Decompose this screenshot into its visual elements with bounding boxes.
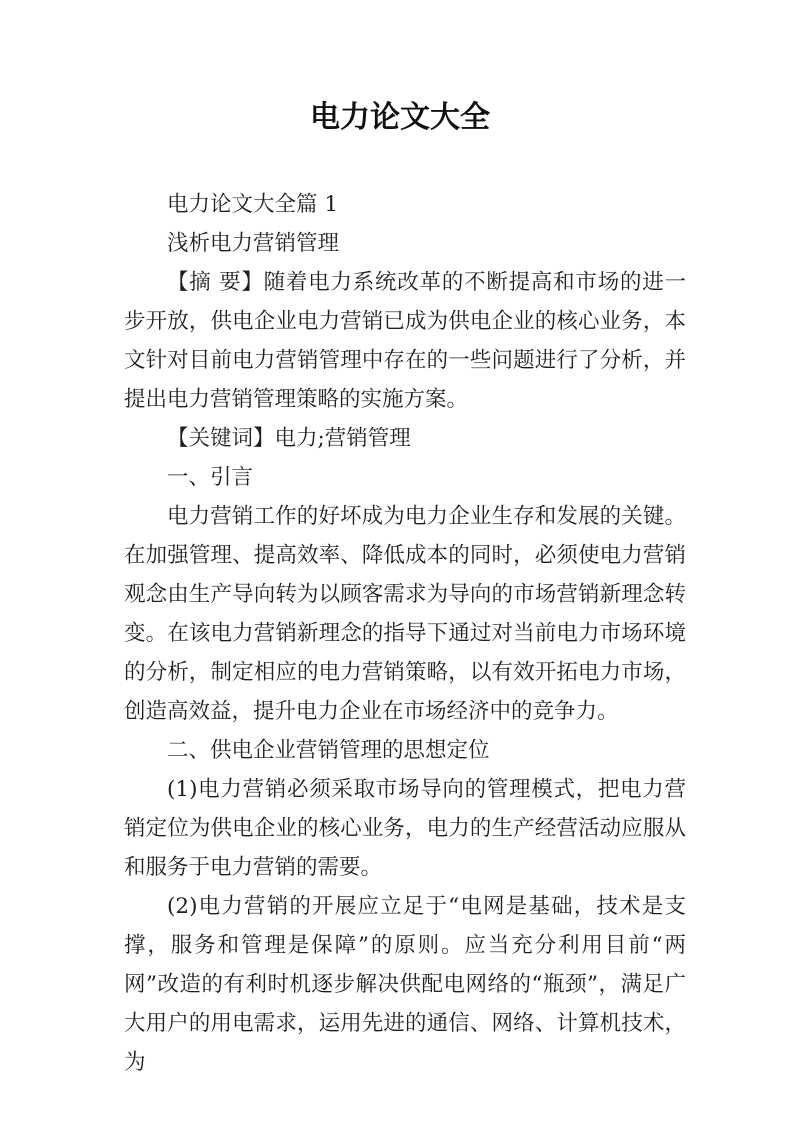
- body-paragraph: (1)电力营销必须采取市场导向的管理模式，把电力营销定位为供电企业的核心业务，电力的生产经营活动应服从和服务于电力营销的需要。: [124, 777, 686, 880]
- section-heading-introduction: 一、引言: [167, 465, 254, 490]
- article-heading-label: 电力论文大全篇 1: [167, 192, 339, 217]
- section-heading-positioning: 二、供电企业营销管理的思想定位: [167, 738, 490, 763]
- introduction-paragraph: 电力营销工作的好坏成为电力企业生存和发展的关键。在加强管理、提高效率、降低成本的同时，必须使电力营销观念由生产导向转为以顾客需求为导向的市场营销新理念转变。在该电力营销新理念的指导下通过对当前电力市场环境的分析，制定相应的电力营销策略，以有效开拓电力市场，创造高效益，提升电力企业在市场经济中的竞争力。: [124, 504, 686, 724]
- body-paragraph: (2)电力营销的开展应立足于“电网是基础，技术是支撑，服务和管理是保障”的原则。应当充分利用目前“两网”改造的有利时机逐步解决供配电网络的“瓶颈”，满足广大用户的用电需求，运用先进的通信、网络、计算机技术，为: [124, 894, 686, 1075]
- keywords-paragraph: 【关键词】电力;营销管理: [167, 426, 411, 451]
- abstract-paragraph: 【摘 要】随着电力系统改革的不断提高和市场的进一步开放，供电企业电力营销已成为供电企业的核心业务，本文针对目前电力营销管理中存在的一些问题进行了分析，并提出电力营销管理策略的实施方案。: [124, 270, 686, 412]
- document-title: 电力论文大全: [310, 100, 490, 135]
- document-body: [124, 185, 686, 1082]
- article-subtitle: 浅析电力营销管理: [167, 231, 340, 256]
